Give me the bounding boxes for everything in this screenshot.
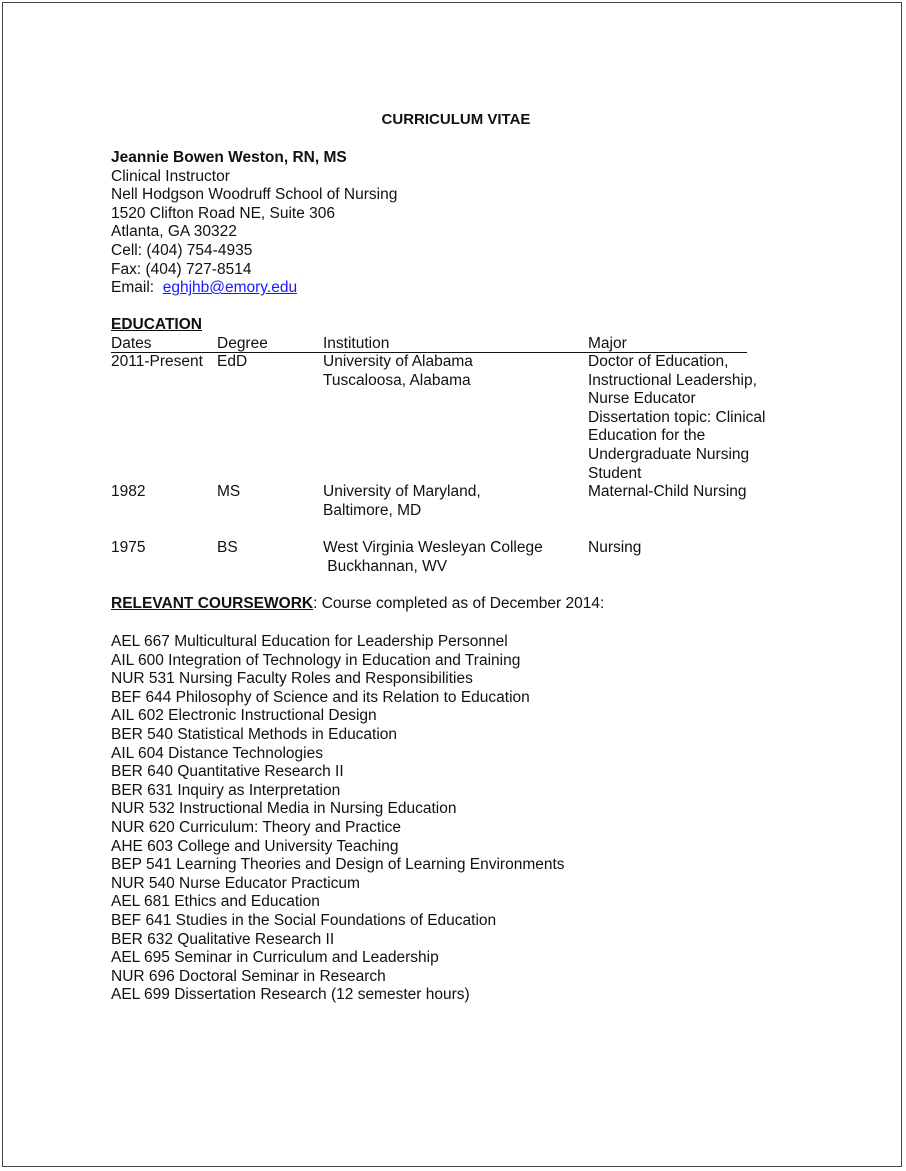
course-item: BEP 541 Learning Theories and Design of Learning Environments [111, 856, 565, 874]
course-item: AHE 603 College and University Teaching [111, 837, 399, 855]
course-item: BER 640 Quantitative Research II [111, 763, 344, 781]
course-item: NUR 620 Curriculum: Theory and Practice [111, 818, 402, 836]
education-row [111, 539, 811, 576]
coursework-intro: : Course completed as of December 2014: [313, 595, 605, 612]
major-line: Dissertation topic: Clinical [588, 408, 766, 426]
email-label: Email: [111, 279, 155, 297]
course-list [111, 633, 565, 1005]
institution-line: University of Maryland, [323, 483, 481, 501]
major-line: Undergraduate Nursing [588, 445, 750, 463]
document-page [2, 2, 902, 1167]
course-item: BER 631 Inquiry as Interpretation [111, 781, 341, 799]
major-line: Instructional Leadership, [588, 371, 757, 389]
education-table [111, 335, 811, 577]
course-item: BER 540 Statistical Methods in Education [111, 725, 398, 743]
fax-number: Fax: (404) 727-8514 [111, 260, 252, 278]
course-item: AEL 667 Multicultural Education for Leadership Personnel [111, 633, 508, 650]
major-line: Nursing [588, 539, 642, 557]
document-title: CURRICULUM VITAE [381, 111, 531, 128]
institution-line: Buckhannan, WV [323, 557, 448, 575]
coursework-heading: RELEVANT COURSEWORK [111, 595, 314, 612]
course-item: NUR 531 Nursing Faculty Roles and Responsibilities [111, 670, 473, 688]
school-name: Nell Hodgson Woodruff School of Nursing [111, 186, 398, 204]
contact-block [111, 149, 397, 298]
institution-line: Baltimore, MD [323, 501, 422, 519]
course-item: BER 632 Qualitative Research II [111, 930, 335, 948]
header-major: Major [588, 335, 627, 352]
education-major [588, 483, 747, 502]
education-degree: BS [217, 539, 238, 557]
email-link[interactable]: eghjhb@emory.edu [162, 279, 298, 297]
person-name: Jeannie Bowen Weston, RN, MS [111, 149, 347, 166]
course-item: AIL 600 Integration of Technology in Education and Training [111, 651, 521, 669]
header-degree: Degree [217, 335, 268, 352]
education-dates: 1982 [111, 483, 146, 501]
course-item: NUR 540 Nurse Educator Practicum [111, 874, 360, 892]
education-row [111, 483, 811, 520]
course-item: AEL 681 Ethics and Education [111, 893, 320, 911]
education-header-row [111, 335, 811, 353]
education-heading: EDUCATION [111, 316, 202, 333]
education-institution [323, 539, 543, 576]
course-item: AIL 604 Distance Technologies [111, 744, 323, 762]
email-line [111, 279, 397, 298]
education-degree: EdD [217, 353, 248, 370]
major-line: Doctor of Education, [588, 353, 729, 370]
coursework-heading-line [111, 595, 604, 614]
education-institution [323, 353, 473, 390]
address-line-2: Atlanta, GA 30322 [111, 223, 237, 241]
course-item: NUR 532 Instructional Media in Nursing Education [111, 800, 457, 818]
institution-line: Tuscaloosa, Alabama [323, 371, 471, 389]
major-line: Maternal-Child Nursing [588, 483, 747, 501]
education-row [111, 353, 811, 483]
header-institution: Institution [323, 335, 390, 352]
cell-phone: Cell: (404) 754-4935 [111, 241, 253, 259]
education-dates: 2011-Present [111, 353, 203, 370]
major-line: Student [588, 464, 642, 482]
major-line: Education for the [588, 427, 706, 445]
education-degree: MS [217, 483, 241, 501]
institution-line: West Virginia Wesleyan College [323, 539, 543, 557]
course-item: AEL 695 Seminar in Curriculum and Leadership [111, 949, 439, 967]
education-major [588, 539, 641, 558]
position-title: Clinical Instructor [111, 167, 230, 185]
education-rows [111, 353, 811, 577]
course-item: BEF 641 Studies in the Social Foundations of Education [111, 911, 497, 929]
institution-line: University of Alabama [323, 353, 473, 370]
course-item: NUR 696 Doctoral Seminar in Research [111, 967, 386, 985]
major-line: Nurse Educator [588, 390, 696, 408]
header-dates: Dates [111, 335, 152, 352]
education-major [588, 353, 765, 483]
course-item: BEF 644 Philosophy of Science and its Relation to Education [111, 688, 530, 706]
course-item: AEL 699 Dissertation Research (12 semester hours) [111, 986, 470, 1004]
address-line-1: 1520 Clifton Road NE, Suite 306 [111, 204, 336, 222]
education-dates: 1975 [111, 539, 146, 557]
education-institution [323, 483, 481, 520]
course-item: AIL 602 Electronic Instructional Design [111, 707, 377, 725]
